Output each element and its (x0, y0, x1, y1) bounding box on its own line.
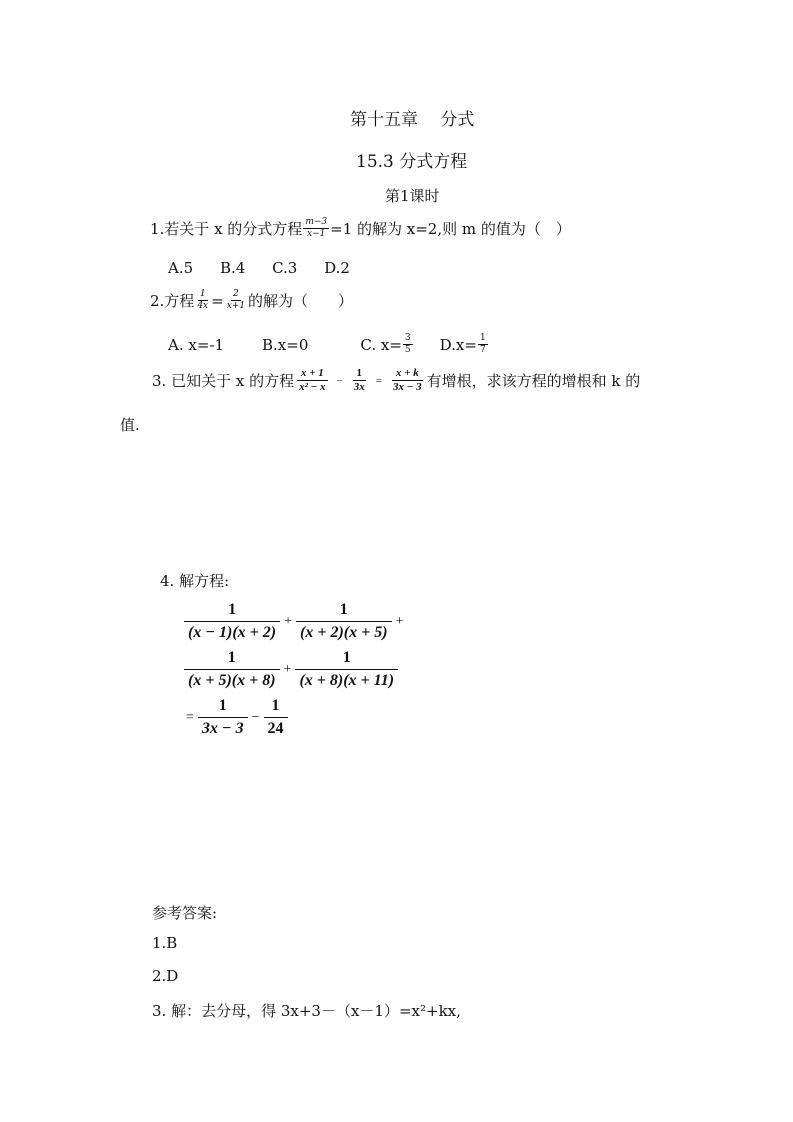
answers-title: 参考答案: (152, 904, 218, 922)
q4-r2-f2-num: 1 (295, 650, 398, 670)
q3-minus: − (336, 374, 343, 387)
chapter-title: 第十五章 分式 (350, 110, 475, 130)
q1-prefix: 1.若关于 x 的分式方程 (150, 220, 303, 238)
q2-option-b: B.x=0 (262, 335, 309, 354)
q2-option-a: A. x=-1 (168, 335, 225, 354)
question-2 (150, 290, 353, 311)
q4-r3-equals: = (186, 709, 194, 725)
q4-r2-f2-den: (x + 8)(x + 11) (299, 671, 395, 689)
q1-suffix: =1 的解为 x=2,则 m 的值为（ ） (330, 220, 571, 238)
q1-frac-den: x−1 (307, 229, 326, 239)
q2-option-d-num: 1 (479, 333, 486, 343)
answer-3: 3. 解：去分母，得 3x+3－（x－1）=x²+kx, (152, 1002, 461, 1020)
answer-1: 1.B (152, 934, 178, 952)
q2-f2-num: 2 (233, 289, 239, 299)
q1-option-b: B.4 (219, 259, 246, 277)
q4-r3-f1-den: 3x − 3 (201, 719, 244, 737)
question-1 (150, 218, 571, 239)
q2-f1-num: 1 (199, 289, 206, 299)
q3-f1-num: x + 1 (297, 368, 328, 381)
q1-fraction (303, 218, 329, 239)
q4-label: 4. 解方程: (160, 572, 230, 590)
q2-option-d-den: 7 (479, 345, 486, 355)
q4-r2-fraction-1 (186, 650, 278, 690)
q4-r3-minus: − (251, 709, 260, 725)
q1-frac-num: m−3 (305, 217, 328, 227)
q2-option-c-den: 5 (404, 345, 411, 355)
q2-option-d-prefix: D.x= (439, 335, 477, 354)
q1-option-c: C.3 (272, 259, 298, 277)
q3-suffix: 有增根，求该方程的增根和 k 的 (426, 372, 641, 390)
q2-f1-den: 4x (197, 301, 209, 311)
q4-r1-trailing-plus: + (395, 613, 404, 629)
lesson-title: 第1课时 (385, 187, 440, 205)
q2-options (168, 334, 489, 355)
q1-options (168, 259, 372, 277)
q3-f3-num: x + k (392, 368, 423, 381)
q2-f2-den: x+1 (226, 301, 246, 311)
q4-r3-f2-num: 1 (264, 698, 288, 718)
q2-option-c-fraction (403, 334, 413, 355)
answer-2: 2.D (152, 967, 179, 985)
q2-option-d (440, 334, 489, 355)
q1-option-a: A.5 (168, 259, 194, 277)
q3-equals: = (375, 374, 382, 387)
q4-r2-f1-num: 1 (184, 650, 280, 670)
q2-option-d-fraction (478, 334, 488, 355)
q4-r1-fraction-1 (186, 602, 278, 642)
q4-row-2 (186, 650, 396, 690)
q4-r3-fraction-2 (266, 698, 286, 738)
q4-r3-f2-den: 24 (267, 719, 284, 737)
q4-r1-fraction-2 (298, 602, 390, 642)
q4-r2-plus: + (283, 661, 292, 677)
question-3 (152, 368, 640, 393)
q4-r1-plus: + (284, 613, 293, 629)
q2-fraction-1 (195, 290, 210, 311)
q3-fraction-3 (389, 368, 426, 393)
q4-row-1 (186, 602, 409, 642)
q4-r1-f1-num: 1 (184, 602, 280, 622)
q2-option-c-prefix: C. x= (360, 335, 402, 354)
q3-f2-num: 1 (353, 368, 367, 381)
q4-r2-fraction-2 (297, 650, 396, 690)
q4-r3-f1-num: 1 (198, 698, 248, 718)
q4-r1-f2-num: 1 (296, 602, 392, 622)
q2-equals: = (211, 291, 224, 310)
q3-fraction-1 (295, 368, 329, 393)
q1-option-d: D.2 (324, 259, 350, 277)
q4-r1-f1-den: (x − 1)(x + 2) (188, 623, 277, 641)
q3-line-2: 值. (120, 416, 140, 434)
q2-prefix: 2.方程 (150, 292, 195, 310)
q2-fraction-2 (225, 290, 247, 311)
q2-option-c-num: 3 (404, 333, 411, 343)
q3-fraction-2 (350, 368, 369, 393)
q4-row-3 (186, 698, 286, 738)
q4-r1-f2-den: (x + 2)(x + 5) (300, 623, 388, 641)
q4-r2-f1-den: (x + 5)(x + 8) (188, 671, 276, 689)
q4-r3-fraction-1 (200, 698, 246, 738)
q3-prefix: 3. 已知关于 x 的方程 (152, 372, 295, 390)
q2-suffix: 的解为（ ） (248, 292, 354, 310)
q2-option-c (360, 334, 413, 355)
q3-f2-den: 3x (353, 381, 365, 393)
section-title: 15.3 分式方程 (356, 152, 468, 172)
q3-f3-den: 3x − 3 (392, 381, 422, 393)
q3-f1-den: x² − x (299, 381, 326, 393)
